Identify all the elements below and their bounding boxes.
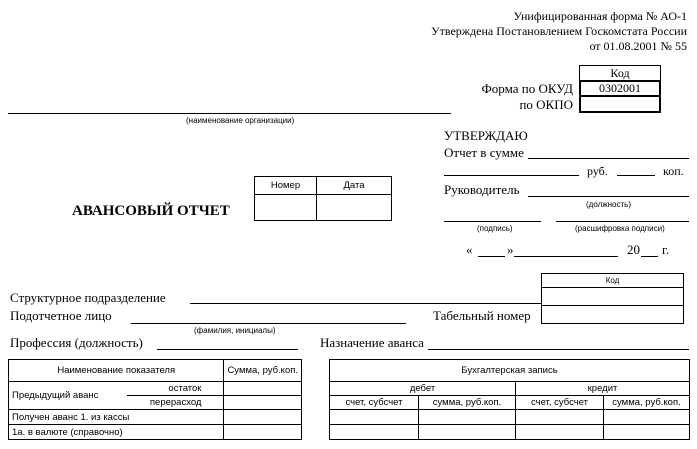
head-signature-decoding-line[interactable]	[556, 221, 689, 222]
division-line[interactable]	[190, 303, 541, 304]
entry-debit-account-cell[interactable]	[330, 410, 419, 425]
entry-debit-sum-cell[interactable]	[419, 425, 516, 440]
accounting-entry-table	[329, 359, 690, 440]
accountable-label: Подотчетное лицо	[10, 308, 112, 323]
overspend-sum-cell[interactable]	[224, 396, 302, 410]
document-number-date-table	[254, 176, 392, 221]
year-prefix: 20	[627, 242, 640, 257]
received-advance-label: Получен аванс 1. из кассы	[9, 410, 224, 425]
date-quote-open: «	[466, 242, 473, 257]
report-sum-rub-line[interactable]	[444, 175, 579, 176]
okpo-label: по ОКПО	[519, 97, 573, 112]
report-sum-kop-line[interactable]	[617, 175, 655, 176]
approval-decree: Утверждена Постановлением Госкомстата России	[431, 24, 687, 38]
rub-label: руб.	[587, 164, 608, 178]
received-sum-cell[interactable]	[224, 410, 302, 425]
signature-caption: (подпись)	[477, 224, 513, 233]
currency-sum-cell[interactable]	[224, 425, 302, 440]
tab-number-cell[interactable]	[542, 306, 684, 324]
document-number-header: Номер	[255, 177, 317, 195]
entry-debit-account-cell[interactable]	[330, 425, 419, 440]
debit-header: дебет	[330, 382, 516, 396]
position-caption: (должность)	[586, 200, 631, 209]
okpo-code-cell[interactable]	[579, 96, 661, 113]
debit-account-header: счет, субсчет	[330, 396, 419, 410]
decoding-caption: (расшифровка подписи)	[575, 224, 665, 233]
name-caption: (фамилия, инициалы)	[194, 326, 276, 335]
division-code-cell[interactable]	[542, 288, 684, 306]
head-signature-line[interactable]	[444, 221, 541, 222]
accountable-person-line[interactable]	[131, 323, 406, 324]
year-suffix: г.	[662, 242, 670, 257]
purpose-line[interactable]	[428, 349, 689, 350]
approve-day-line[interactable]	[478, 256, 505, 257]
codes-header-label: Код	[610, 66, 630, 80]
overspend-label: перерасход	[127, 396, 224, 410]
credit-sum-header: сумма, руб.коп.	[604, 396, 690, 410]
okud-label: Форма по ОКУД	[481, 81, 573, 96]
approve-year-line[interactable]	[641, 256, 658, 257]
approve-heading: УТВЕРЖДАЮ	[444, 128, 528, 143]
okud-code-value: 0302001	[599, 81, 641, 95]
previous-advance-label: Предыдущий аванс	[9, 382, 127, 410]
remainder-sum-cell[interactable]	[224, 382, 302, 396]
document-date-header: Дата	[317, 177, 392, 195]
okud-code-cell[interactable]	[579, 80, 661, 97]
date-quote-close: »	[507, 242, 514, 257]
person-codes-header: Код	[542, 274, 684, 288]
credit-account-header: счет, субсчет	[516, 396, 604, 410]
document-title: АВАНСОВЫЙ ОТЧЕТ	[72, 203, 230, 219]
remainder-label: остаток	[127, 382, 224, 396]
credit-header: кредит	[516, 382, 690, 396]
approval-date: от 01.08.2001 № 55	[589, 39, 687, 53]
head-label: Руководитель	[444, 182, 520, 197]
organization-caption: (наименование организации)	[186, 116, 295, 125]
entry-credit-account-cell[interactable]	[516, 410, 604, 425]
entry-credit-sum-cell[interactable]	[604, 425, 690, 440]
debit-sum-header: сумма, руб.коп.	[419, 396, 516, 410]
person-codes-table	[541, 273, 684, 324]
entry-debit-sum-cell[interactable]	[419, 410, 516, 425]
approve-month-line[interactable]	[514, 256, 618, 257]
document-date-cell[interactable]	[317, 195, 392, 221]
form-name: Унифицированная форма № АО-1	[513, 9, 687, 23]
organization-line[interactable]	[8, 113, 451, 114]
advance-summary-table	[8, 359, 302, 440]
tab-number-label: Табельный номер	[433, 308, 531, 323]
codes-header-cell	[579, 65, 661, 81]
entry-credit-sum-cell[interactable]	[604, 410, 690, 425]
profession-label: Профессия (должность)	[10, 335, 143, 350]
head-position-line[interactable]	[528, 196, 689, 197]
entry-credit-account-cell[interactable]	[516, 425, 604, 440]
profession-line[interactable]	[157, 349, 298, 350]
kop-label: коп.	[663, 164, 684, 178]
document-number-cell[interactable]	[255, 195, 317, 221]
report-sum-label: Отчет в сумме	[444, 145, 524, 160]
accounting-entry-header: Бухгалтерская запись	[330, 360, 690, 382]
currency-advance-label: 1а. в валюте (справочно)	[9, 425, 224, 440]
purpose-label: Назначение аванса	[320, 335, 424, 350]
division-label: Структурное подразделение	[10, 290, 166, 305]
report-sum-words-line[interactable]	[528, 158, 689, 159]
sum-column-header: Сумма, руб.коп.	[224, 360, 302, 382]
indicator-column-header: Наименование показателя	[9, 360, 224, 382]
